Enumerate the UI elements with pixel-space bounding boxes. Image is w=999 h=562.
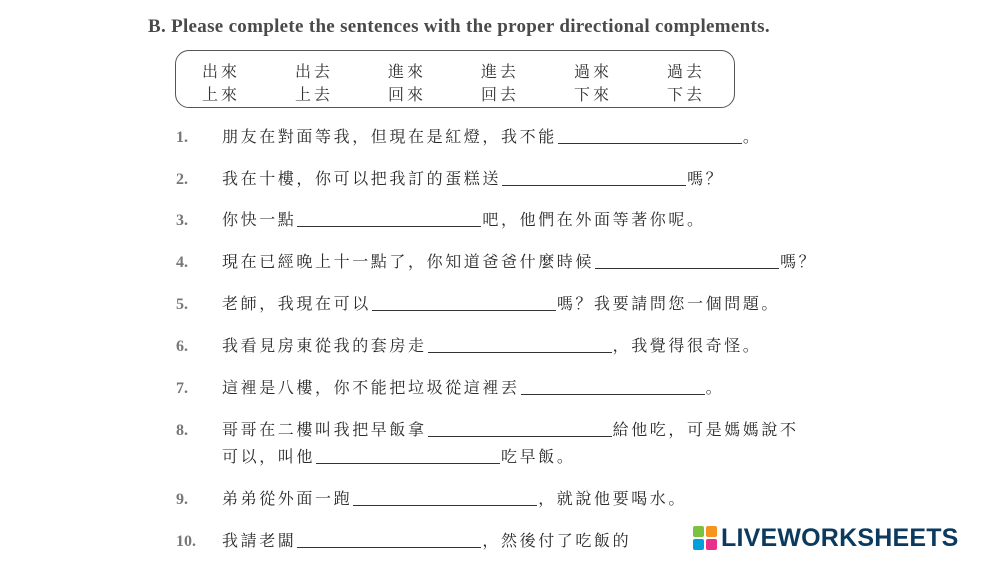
question-text: 朋友在對面等我，但現在是紅燈，我不能 [222,127,557,146]
question-number: 6. [176,338,188,355]
question-text-end: ，就說他要喝水。 [538,489,688,508]
question-text-end: 吧，他們在外面等著你呢。 [482,210,706,229]
liveworksheets-logo-icon [692,525,718,551]
question-5 [176,291,780,314]
question-text: 我看見房東從我的套房走 [222,336,427,355]
question-number: 2. [176,171,188,188]
question-text: 你快一點 [222,210,297,229]
word-bank-item: 出去 [295,62,334,81]
question-9 [176,486,687,509]
answer-blank-7[interactable] [521,378,705,395]
question-text-end: ，我覺得很奇怪。 [612,336,762,355]
word-bank-item: 過來 [574,62,613,81]
question-text-end: 。 [742,127,762,146]
word-bank-item: 上去 [295,85,334,104]
question-8-line-2 [222,444,575,467]
question-text: 老師，我現在可以 [222,294,371,313]
answer-blank-10[interactable] [297,531,481,548]
question-8 [176,417,799,440]
word-bank-item: 下去 [667,85,706,104]
question-7 [176,375,724,398]
word-bank-item: 出來 [202,62,241,81]
question-text: 可以，叫他 [222,447,316,466]
word-bank-item: 回來 [388,85,427,104]
word-bank-box [175,50,735,108]
question-4 [176,249,817,272]
question-number: 3. [176,212,188,229]
question-text: 這裡是八樓，你不能把垃圾從這裡丟 [222,378,520,397]
word-bank-item: 下來 [574,85,613,104]
question-number: 7. [176,380,188,397]
question-text: 弟弟從外面一跑 [222,489,353,508]
section-title: B. Please complete the sentences with the proper directional complements. [148,16,770,37]
liveworksheets-logo[interactable] [690,522,959,554]
word-bank-item: 過去 [667,62,706,81]
word-bank-item: 進去 [481,62,520,81]
answer-blank-6[interactable] [428,336,612,353]
question-6 [176,333,761,356]
question-text-end: 嗎？ [780,252,818,271]
question-number: 1. [176,129,188,146]
answer-blank-8b[interactable] [316,447,500,464]
question-1 [176,124,761,147]
answer-blank-2[interactable] [502,169,686,186]
logo-text: LIVEWORKSHEETS [721,523,959,552]
question-text: 我請老闆 [222,531,297,550]
word-bank-item: 回去 [481,85,520,104]
word-bank-item: 進來 [388,62,427,81]
question-number: 4. [176,254,188,271]
question-number: 10. [176,533,196,550]
answer-blank-4[interactable] [595,252,779,269]
question-text: 我在十樓，你可以把我訂的蛋糕送 [222,169,502,188]
question-2 [176,166,724,189]
question-text-end: 嗎？我要請問您一個問題。 [556,294,781,313]
question-10 [176,528,631,551]
answer-blank-3[interactable] [297,210,481,227]
question-text: 現在已經晚上十一點了，你知道爸爸什麼時候 [222,252,595,271]
question-text-end: 嗎？ [687,169,725,188]
question-number: 5. [176,296,188,313]
word-bank-item: 上來 [202,85,241,104]
question-number: 9. [176,491,188,508]
question-number: 8. [176,422,188,439]
answer-blank-9[interactable] [353,489,537,506]
answer-blank-8a[interactable] [428,420,612,437]
question-3 [176,207,706,230]
question-text-end: 吃早飯。 [501,447,576,466]
answer-blank-1[interactable] [558,127,742,144]
question-text-end: 。 [705,378,725,397]
question-text-end: ，然後付了吃飯的 [482,531,632,550]
question-text-end: 給他吃，可是媽媽說不 [612,420,799,439]
question-text: 哥哥在二樓叫我把早飯拿 [222,420,427,439]
answer-blank-5[interactable] [372,294,556,311]
